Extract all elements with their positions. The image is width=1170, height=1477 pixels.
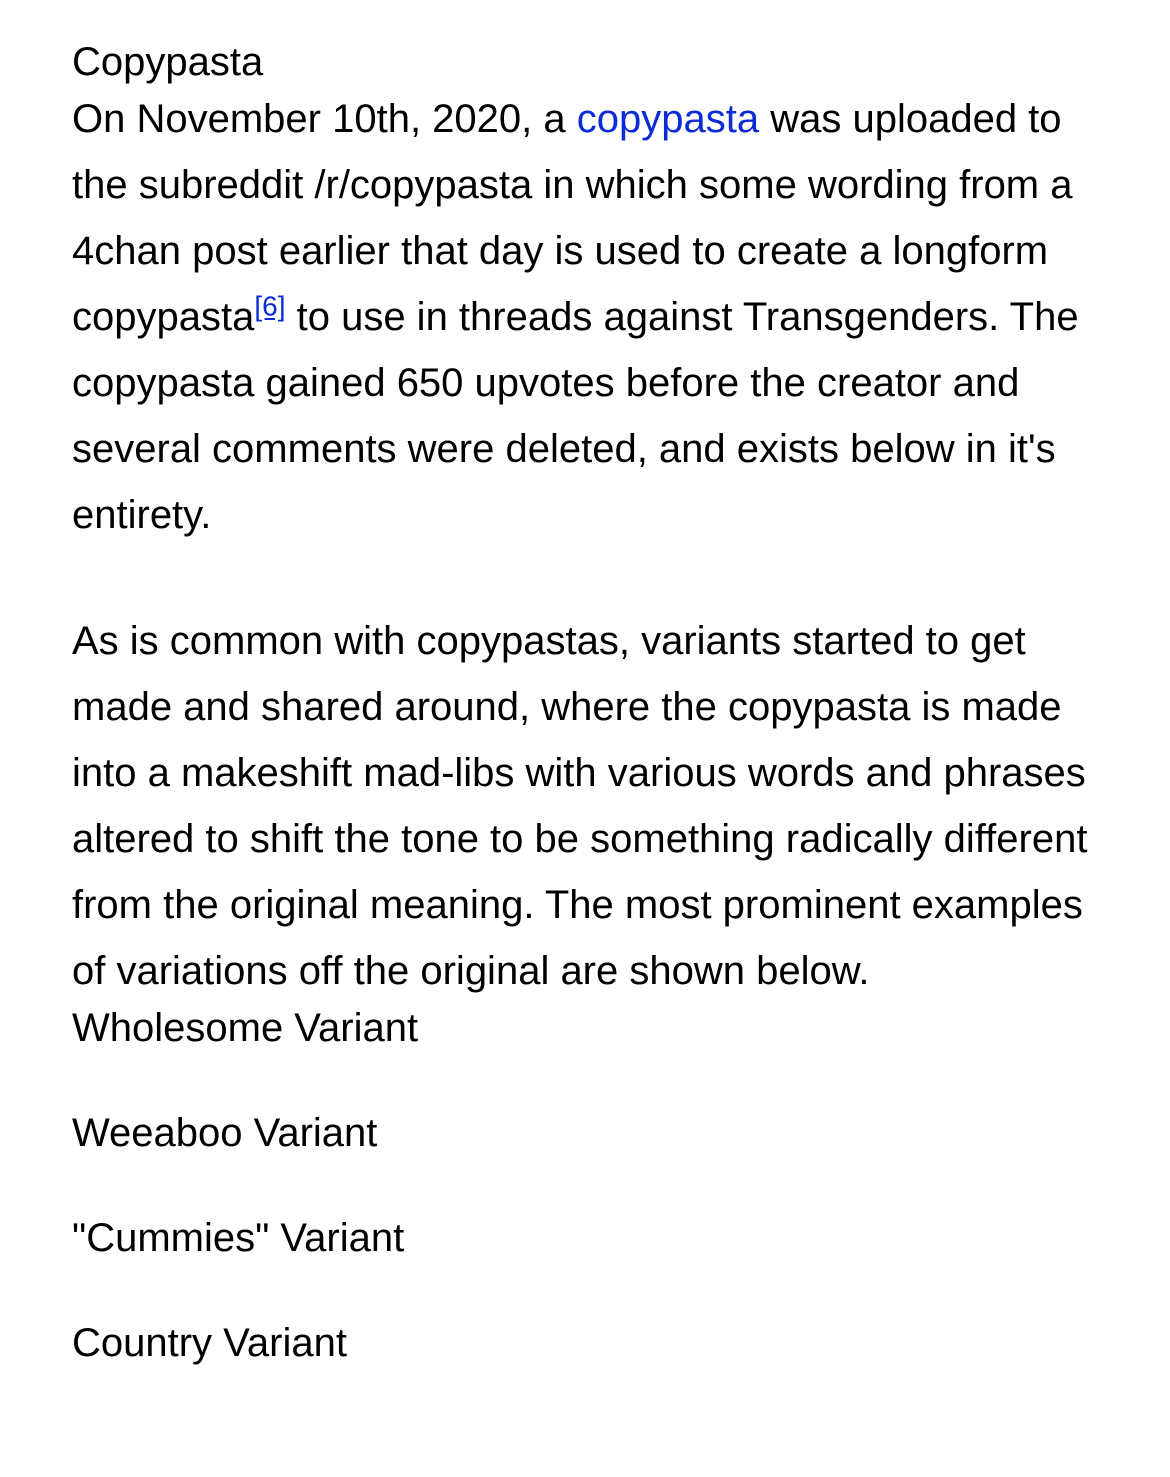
citation-link[interactable]: [6]	[254, 290, 286, 322]
article-content	[72, 38, 1112, 1367]
variants-paragraph: As is common with copypastas, variants started to get made and shared around, where the copypasta is made into a makeshift mad-libs with various words and phrases altered to shift the tone to be something radically different from the original meaning. The most prominent examples of variations off the original are shown below.	[72, 619, 1088, 993]
intro-text-start: On November 10th, 2020, a	[72, 97, 577, 141]
variant-heading-cummies: "Cummies" Variant	[72, 1216, 405, 1260]
section-title: Copypasta	[72, 40, 264, 84]
copypasta-link[interactable]: copypasta	[576, 97, 760, 141]
intro-paragraph	[72, 86, 1112, 548]
variant-heading-wholesome: Wholesome Variant	[72, 1006, 419, 1050]
variant-heading-weeaboo: Weeaboo Variant	[72, 1111, 378, 1155]
intro-text-end: to use in threads against Transgenders. The copypasta gained 650 upvotes before the creator and several comments were deleted, and exists below in it's entirety.	[72, 295, 1079, 537]
intro-text-middle: was uploaded to the subreddit /r/copypasta in which some wording from a 4chan post earlier that day is used to create a longform copypasta	[72, 97, 1073, 339]
variant-list	[72, 1004, 1112, 1367]
variant-heading-country: Country Variant	[72, 1321, 347, 1365]
